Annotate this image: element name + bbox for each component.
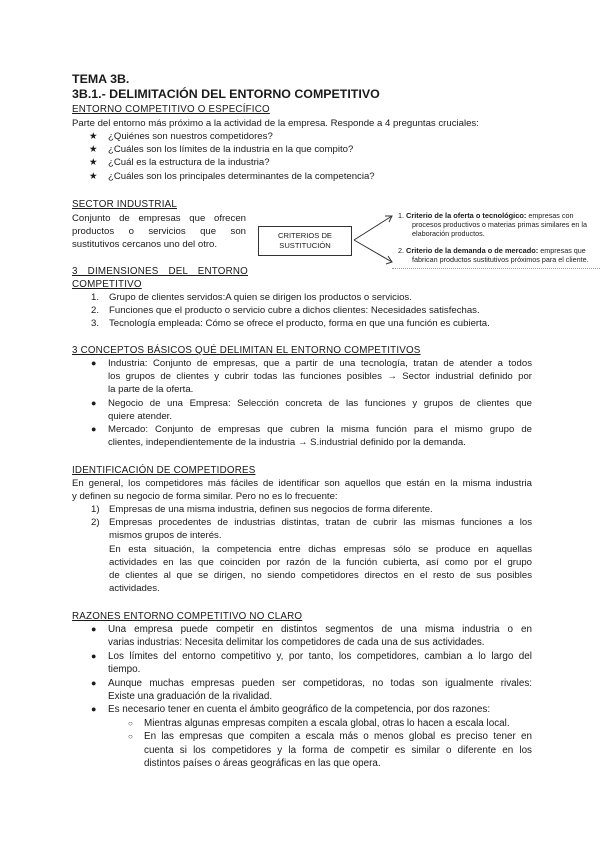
criterio-demanda: 2. Criterio de la demanda o de mercado: empresas que fabrican productos sustitutivos próximos para el cliente.	[398, 246, 589, 265]
list-item: 1) Empresas de una misma industria, definen sus negocios de forma diferente.	[91, 504, 433, 515]
list-item: 2. Funciones que el producto o servicio cubre a dichos clientes: Necesidades satisfechas.	[91, 305, 480, 317]
list-item: ● Mercado: Conjunto de empresas que cubren la misma función para el mismo grupo de clientes, independientemente de la industria → S.industrial definido por la demanda.	[91, 424, 532, 449]
list-item: 1. Grupo de clientes servidos:A quien se dirigen los productos o servicios.	[91, 292, 412, 303]
list-item: ★ ¿Cuáles son los principales determinantes de la competencia?	[89, 170, 375, 182]
bullet-icon: ●	[91, 650, 97, 661]
razones-title: RAZONES ENTORNO COMPETITIVO NO CLARO	[72, 611, 303, 622]
sector-line-3: sustitutivos cercanos uno del otro.	[72, 239, 218, 250]
list-item: ● Industria: Conjunto de empresas, que a partir de una tecnología, tratan de atender a todos los grupos de clientes y cubrir todas las funciones posibles → Sector industrial definido por la parte de la oferta.	[91, 358, 532, 396]
conceptos-title: 3 CONCEPTOS BÁSICOS QUÉ DELIMITAN EL ENTORNO COMPETITIVOS	[72, 345, 421, 356]
page-heading: 3B.1.- DELIMITACIÓN DEL ENTORNO COMPETITIVO	[72, 87, 380, 101]
list-item: ● Es necesario tener en cuenta el ámbito geográfico de la competencia, por dos razones:	[91, 704, 491, 716]
criterio-oferta: 1. Criterio de la oferta o tecnológico: empresas con procesos productivos o materias primas similares en la elaboración productos.	[398, 211, 587, 239]
bullet-icon: ●	[91, 397, 97, 408]
tema-label: TEMA 3B.	[72, 72, 130, 86]
dimensiones-title-2: COMPETITIVO	[72, 279, 142, 290]
list-item: ● Los límites del entorno competitivo y, por tanto, los competidores, cambian a lo largo del tiempo.	[91, 650, 532, 676]
box-line-2: SUSTITUCIÓN	[279, 241, 331, 250]
criterios-box	[258, 226, 352, 256]
box-line-1: CRITERIOS DE	[277, 231, 332, 240]
list-item: 3. Tecnología empleada: Cómo se ofrece el producto, forma en que una función es cubierta.	[91, 318, 490, 330]
list-item: ★ ¿Cuál es la estructura de la industria?	[89, 157, 270, 169]
bullet-icon: ●	[91, 704, 97, 715]
circle-bullet-icon: ○	[128, 732, 133, 742]
identificacion-title: IDENTIFICACIÓN DE COMPETIDORES	[72, 465, 256, 476]
identificacion-paragraph: En general, los competidores más fáciles de identificar son aquellos que están en la misma industria y definen su negocio de forma similar. Pero no es lo frecuente:	[72, 478, 532, 503]
list-item: ● Negocio de una Empresa: Selección concreta de las funciones y grupos de clientes que quiere atender.	[91, 397, 532, 422]
list-item: ★ ¿Quiénes son nuestros competidores?	[89, 131, 273, 142]
branch-arrows-icon	[352, 212, 396, 268]
conceptos-list	[72, 357, 532, 449]
bullet-icon: ●	[91, 677, 97, 688]
divider	[392, 268, 600, 269]
bullet-icon: ●	[91, 358, 97, 368]
sector-title: SECTOR INDUSTRIAL	[72, 199, 178, 210]
dimensiones-list	[72, 291, 532, 331]
sub-list-item: ○ En las empresas que compiten a escala más o menos global es preciso tener en cuenta si los competidores y la forma de competir es similar o diferente en los distintos países o áreas geográficas en las que opera.	[128, 731, 532, 770]
star-icon: ★	[89, 157, 98, 169]
sector-line-2: productos o servicios que son	[72, 226, 246, 237]
sector-line-1: Conjunto de empresas que ofrecen	[72, 213, 246, 224]
circle-bullet-icon: ○	[128, 718, 133, 728]
star-icon: ★	[89, 131, 98, 142]
entorno-intro: Parte del entorno más próximo a la actividad de la empresa. Responde a 4 preguntas cruciales:	[72, 118, 479, 129]
bullet-icon: ●	[91, 624, 97, 634]
bullet-icon: ●	[91, 424, 97, 435]
list-item: ★ ¿Cuáles son los límites de la industria en la que compito?	[89, 144, 354, 156]
razones-list	[72, 623, 532, 770]
dimensiones-title-1: 3 DIMENSIONES DEL ENTORNO	[72, 266, 248, 277]
entorno-title: ENTORNO COMPETITIVO O ESPECÍFICO	[72, 104, 270, 115]
list-item: 2) Empresas procedentes de industrias distintas, tratan de cubrir las mismas funciones a los mismos grupos de interés. En esta situación, la competencia entre dichas empresas sólo se produce en aquellas actividades en las que coinciden por razón de la función cubierta, así como por el grupo de clientes al que se dirigen, no siendo competidores directos en el resto de sus posibles actividades.	[91, 517, 532, 595]
list-item: ● Aunque muchas empresas pueden ser competidoras, no todas son igualmente rivales: Existe una graduación de la rivalidad.	[91, 677, 532, 703]
star-icon: ★	[89, 144, 98, 156]
list-item: ● Una empresa puede competir en distintos segmentos de una misma industria o en varias industrias: Necesita delimitar los competidores de cada una de sus actividades.	[91, 624, 532, 649]
entorno-questions	[72, 130, 532, 183]
star-icon: ★	[89, 170, 98, 182]
sub-list-item: ○ Mientras algunas empresas compiten a escala global, otras lo hacen a escala local.	[128, 717, 510, 729]
identificacion-list	[72, 503, 532, 595]
